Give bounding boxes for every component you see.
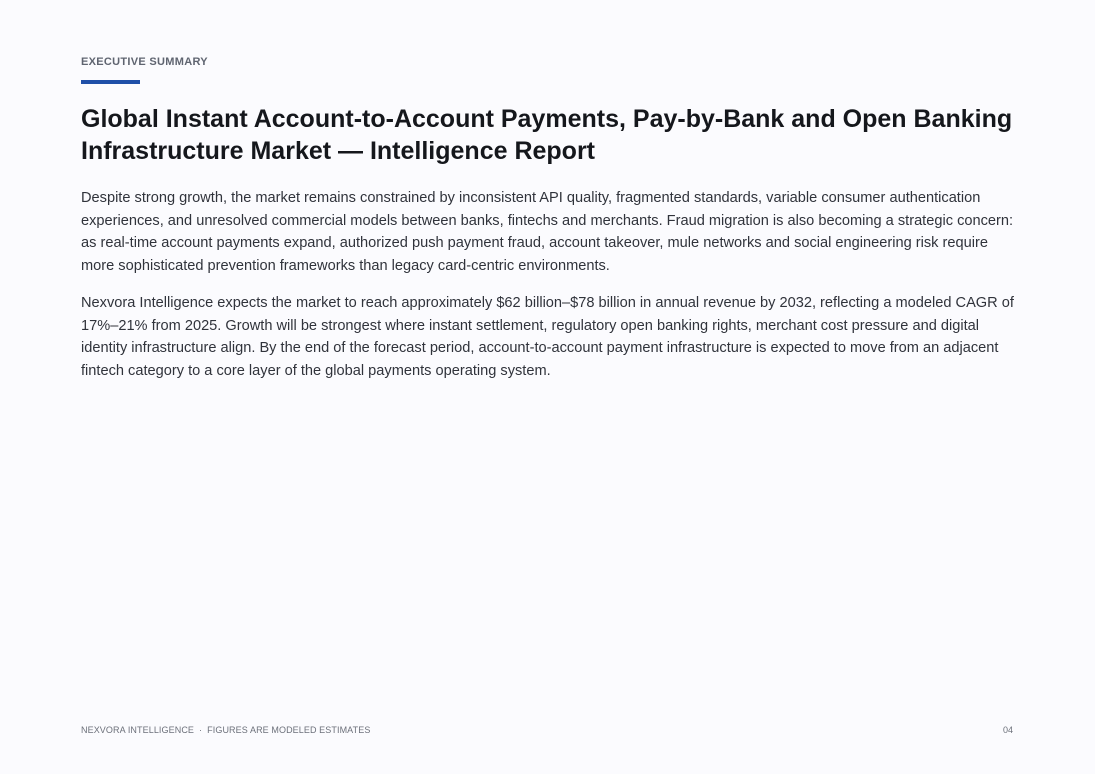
footer-brand: NEXVORA INTELLIGENCE bbox=[81, 725, 195, 735]
footer-separator: · bbox=[199, 725, 203, 735]
accent-rule bbox=[81, 80, 140, 84]
page-number: 04 bbox=[1002, 725, 1013, 735]
summary-paragraph-2: Nexvora Intelligence expects the market to reach approximately $62 billion–$78 billion in annual revenue by 2032, reflecting a modeled CAGR of 17%–21% from 2025. Growth will be strongest where instant settlement, regulatory open banking rights, merchant cost pressure and digital identity infrastructure align. By the end of the forecast period, account-to-account payment infrastructure is expected to move from an adjacent fintech category to a core layer of the global payments operating system. bbox=[81, 295, 1014, 379]
section-eyebrow: EXECUTIVE SUMMARY bbox=[81, 56, 208, 68]
footer-left bbox=[81, 725, 370, 735]
summary-paragraph-1: Despite strong growth, the market remains constrained by inconsistent API quality, fragmented standards, variable consumer authentication experiences, and unresolved commercial models between banks, fintechs and merchants. Fraud migration is also becoming a strategic concern: as real-time account payments expand, authorized push payment fraud, account takeover, mule networks and social engineering risk require more sophisticated prevention frameworks than legacy card-centric environments. bbox=[81, 190, 1014, 274]
footer-note: FIGURES ARE MODELED ESTIMATES bbox=[207, 725, 371, 735]
page-title: Global Instant Account-to-Account Payments, Pay-by-Bank and Open Banking Infrastructure Market — Intelligence Report bbox=[81, 105, 1013, 165]
